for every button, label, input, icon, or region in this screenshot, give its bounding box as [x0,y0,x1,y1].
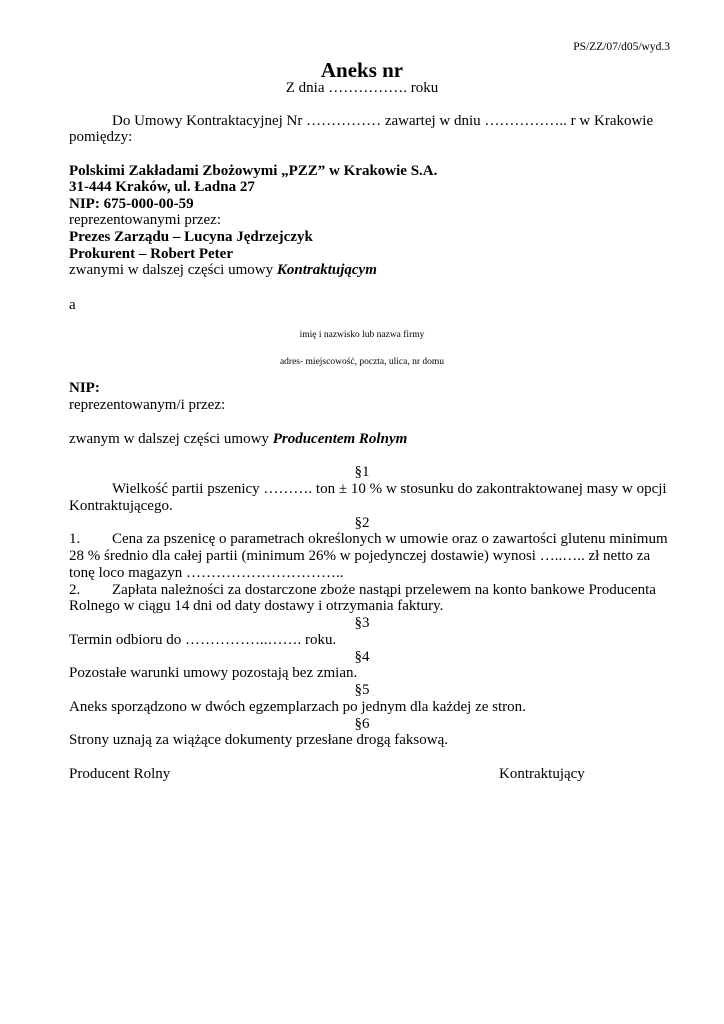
contractor-name: Polskimi Zakładami Zbożowymi „PZZ” w Krakowie S.A. [69,163,438,179]
section-2-point-1-line-1: Cena za pszenicę o parametrach określonych w umowie oraz o zawartości glutenu minimum [112,531,668,547]
date-line: Z dnia ……………. roku [285,80,439,96]
producer-nip-label: NIP: [69,380,100,396]
intro-line-2: pomiędzy: [69,129,133,145]
contractor-called-prefix: zwanymi w dalszej części umowy [69,262,277,278]
intro-line-1: Do Umowy Kontraktacyjnej Nr …………… zawartej w dniu …………….. r w Krakowie [112,113,654,129]
contractor-address: 31-444 Kraków, ul. Ładna 27 [69,179,255,195]
document-reference: PS/ZZ/07/d05/wyd.3 [573,41,670,53]
section-3-text: Termin odbioru do ……………..……. roku. [69,632,337,648]
contractor-president: Prezes Zarządu – Lucyna Jędrzejczyk [69,229,313,245]
contractor-proxy: Prokurent – Robert Peter [69,246,233,262]
section-4-text: Pozostałe warunki umowy pozostają bez zmian. [69,665,358,681]
document-title: Aneks nr [320,58,404,82]
section-1-line-1: Wielkość partii pszenicy ………. ton ± 10 % w stosunku do zakontraktowanej masy w opcji [112,481,667,497]
section-2-point-1-line-2: 28 % średnio dla całej partii (minimum 26% w pojedynczej dostawie) wynosi …..….. zł netto za [69,548,651,564]
producer-role: Producentem Rolnym [272,431,408,447]
section-3-heading: §3 [354,615,370,631]
section-2-heading: §2 [354,515,370,531]
section-5-text: Aneks sporządzono w dwóch egzemplarzach po jednym dla każdej ze stron. [69,699,526,715]
section-2-point-1-number: 1. [69,531,81,547]
producer-represented-by: reprezentowanym/i przez: [69,397,226,413]
contractor-role: Kontraktującym [276,262,377,278]
signature-contractor-label: Kontraktujący [499,766,585,782]
producer-name-hint: imię i nazwisko lub nazwa firmy [299,330,425,340]
section-2-point-2-line-2: Rolnego w ciągu 14 dni od daty dostawy i otrzymania faktury. [69,598,444,614]
producer-called-line [69,431,407,448]
contractor-nip: NIP: 675-000-00-59 [69,196,194,212]
section-6-text: Strony uznają za wiążące dokumenty przesłane drogą faksową. [69,732,449,748]
producer-called-prefix: zwanym w dalszej części umowy [69,431,273,447]
section-1-line-2: Kontraktującego. [69,498,173,514]
section-4-heading: §4 [354,649,370,665]
section-2-point-1-line-3: tonę loco magazyn ………………………….. [69,565,344,581]
section-2-point-2-line-1: Zapłata należności za dostarczone zboże nastąpi przelewem na konto bankowe Producenta [112,582,656,598]
producer-address-hint: adres- miejscowość, poczta, ulica, nr domu [279,357,445,367]
section-1-heading: §1 [354,464,370,480]
section-2-point-2-number: 2. [69,582,81,598]
contractor-represented-by: reprezentowanymi przez: [69,212,221,228]
section-5-heading: §5 [354,682,370,698]
contractor-called-line [69,262,377,279]
conjunction-a: a [69,297,76,313]
section-6-heading: §6 [354,716,370,732]
signature-producer-label: Producent Rolny [69,766,171,782]
